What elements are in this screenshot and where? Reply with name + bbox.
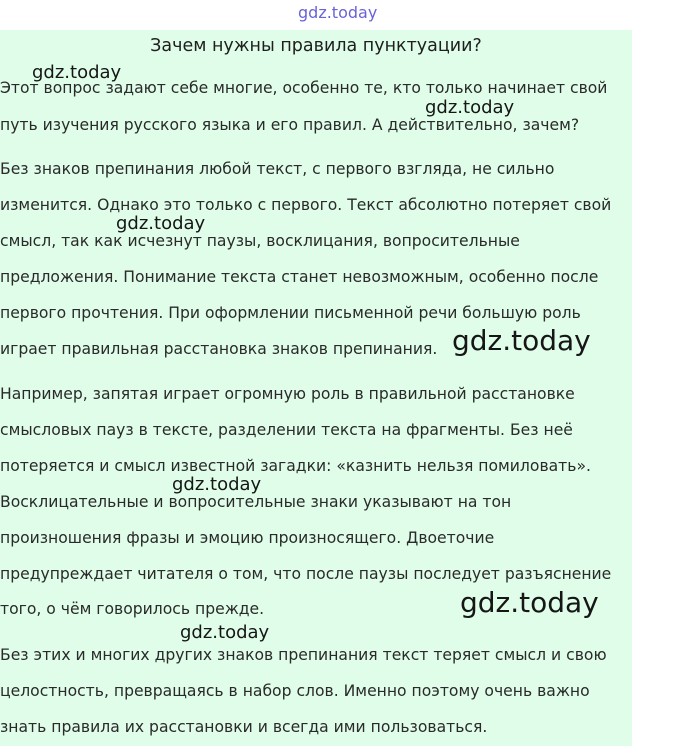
- text-line: Этот вопрос задают себе многие, особенно те, кто только начинает свой: [0, 79, 608, 97]
- text-line: Например, запятая играет огромную роль в правильной расстановке: [0, 385, 575, 403]
- text-line: смысловых пауз в тексте, разделении текста на фрагменты. Без неё: [0, 421, 573, 439]
- text-line: смысл, так как исчезнут паузы, восклицания, вопросительные: [0, 232, 520, 250]
- text-line: Восклицательные и вопросительные знаки указывают на тон: [0, 493, 512, 511]
- text-line: изменится. Однако это только с первого. Текст абсолютно потеряет свой: [0, 196, 612, 214]
- text-line: играет правильная расстановка знаков препинания.: [0, 340, 438, 358]
- text-line: путь изучения русского языка и его правил. А действительно, зачем?: [0, 116, 580, 134]
- text-line: потеряется и смысл известной загадки: «казнить нельзя помиловать».: [0, 457, 591, 475]
- watermark: gdz.today: [32, 62, 122, 83]
- text-line: знать правила их расстановки и всегда ими пользоваться.: [0, 718, 488, 736]
- watermark: gdz.today: [452, 324, 591, 357]
- watermark: gdz.today: [172, 474, 262, 495]
- watermark: gdz.today: [460, 586, 599, 619]
- text-line: целостность, превращаясь в набор слов. Именно поэтому очень важно: [0, 682, 590, 700]
- article-title: Зачем нужны правила пунктуации?: [150, 36, 482, 56]
- header-watermark: gdz.today: [298, 3, 378, 22]
- text-line: предложения. Понимание текста станет невозможным, особенно после: [0, 268, 599, 286]
- text-line: первого прочтения. При оформлении письменной речи большую роль: [0, 304, 581, 322]
- text-line: того, о чём говорилось прежде.: [0, 600, 265, 618]
- watermark: gdz.today: [425, 97, 515, 118]
- watermark: gdz.today: [180, 622, 270, 643]
- watermark: gdz.today: [116, 213, 206, 234]
- text-line: Без знаков препинания любой текст, с первого взгляда, не сильно: [0, 160, 555, 178]
- text-line: Без этих и многих других знаков препинания текст теряет смысл и свою: [0, 646, 607, 664]
- text-line: предупреждает читателя о том, что после паузы последует разъяснение: [0, 565, 612, 583]
- text-line: произношения фразы и эмоцию произносящего. Двоеточие: [0, 529, 495, 547]
